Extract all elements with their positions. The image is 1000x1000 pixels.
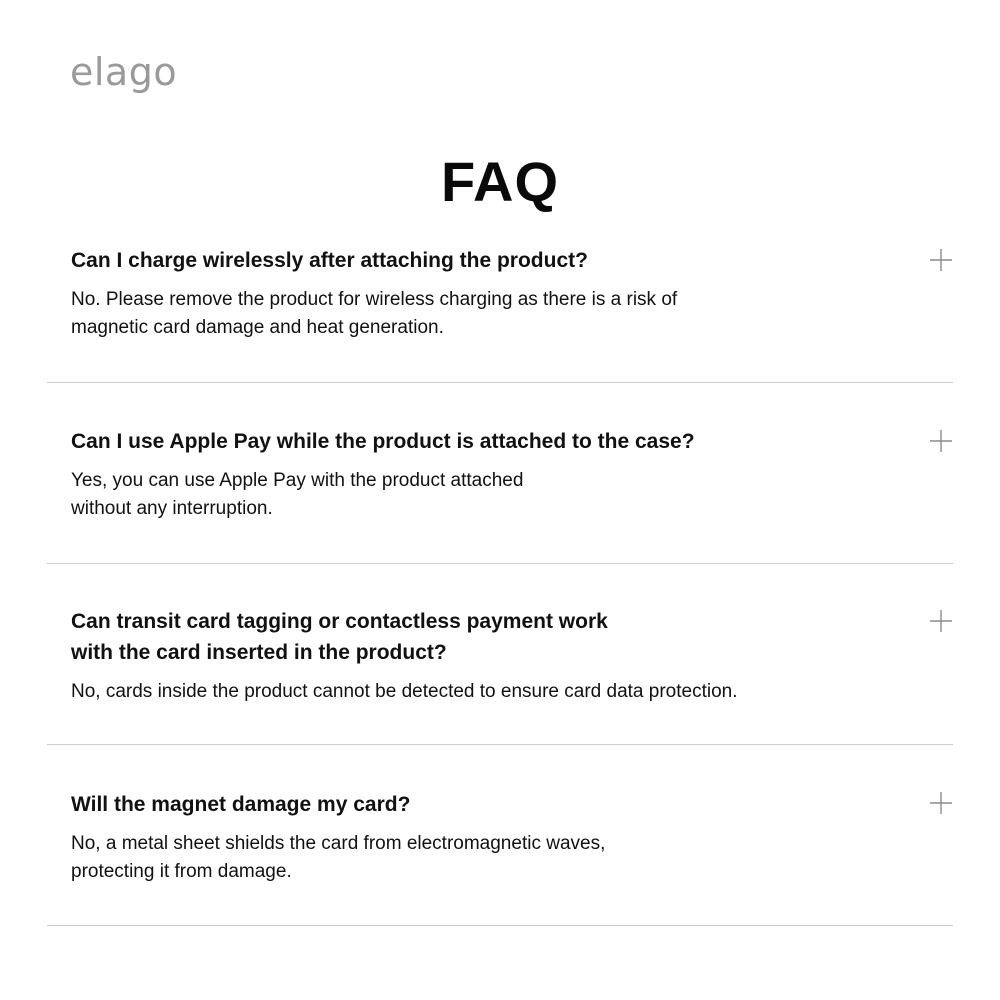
faq-answer: Yes, you can use Apple Pay with the product attached without any interruption. xyxy=(71,470,524,519)
plus-icon[interactable] xyxy=(929,609,953,633)
faq-question[interactable]: Can I charge wirelessly after attaching the product? xyxy=(71,249,588,272)
page-title: FAQ xyxy=(440,150,560,213)
faq-answer: No, a metal sheet shields the card from electromagnetic waves, protecting it from damage. xyxy=(71,833,606,882)
faq-item[interactable] xyxy=(47,202,953,383)
faq-item[interactable] xyxy=(47,383,953,564)
faq-answer: No, cards inside the product cannot be detected to ensure card data protection. xyxy=(71,681,738,702)
faq-question[interactable]: Can transit card tagging or contactless payment work with the card inserted in the product? xyxy=(71,610,608,664)
plus-icon[interactable] xyxy=(929,248,953,272)
plus-icon[interactable] xyxy=(929,429,953,453)
faq-item[interactable] xyxy=(47,745,953,926)
brand-logo[interactable]: elago xyxy=(70,50,178,94)
faq-item[interactable] xyxy=(47,564,953,745)
faq-question[interactable]: Can I use Apple Pay while the product is attached to the case? xyxy=(71,430,695,453)
faq-question[interactable]: Will the magnet damage my card? xyxy=(71,793,411,816)
plus-icon[interactable] xyxy=(929,791,953,815)
faq-list xyxy=(47,202,953,926)
faq-answer: No. Please remove the product for wireless charging as there is a risk of magnetic card damage and heat generation. xyxy=(71,289,678,338)
